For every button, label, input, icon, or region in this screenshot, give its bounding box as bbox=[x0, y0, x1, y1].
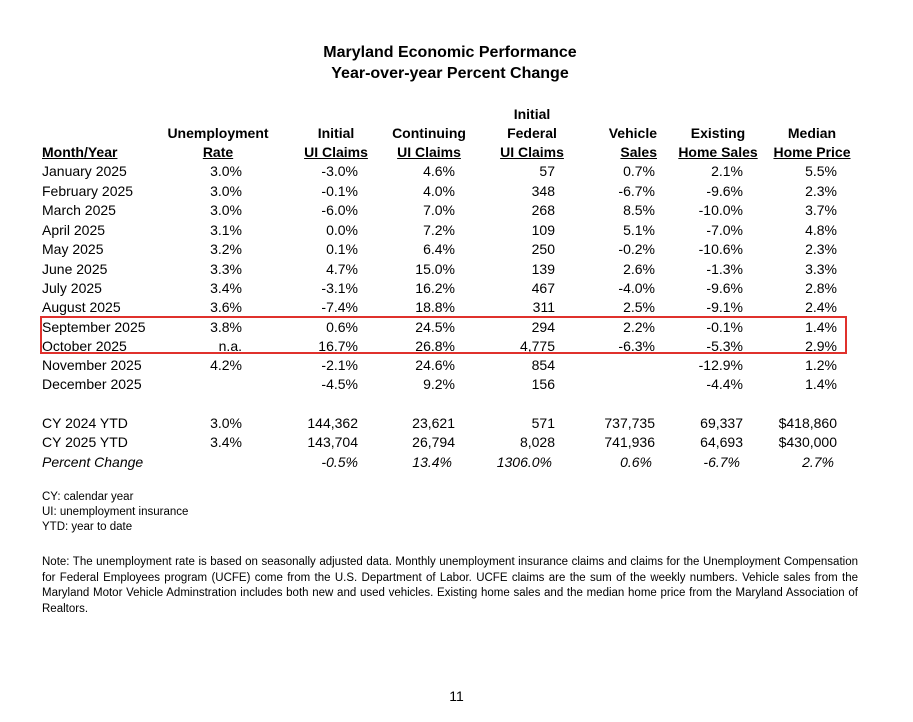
cell-federal-claims: 467 bbox=[531, 280, 555, 296]
cell-federal-claims: 139 bbox=[531, 260, 555, 277]
table-row bbox=[0, 414, 913, 433]
cell-home-price: 5.5% bbox=[805, 163, 837, 179]
cell-home-sales: -0.1% bbox=[706, 318, 743, 335]
header-continuing: Continuing bbox=[392, 125, 466, 141]
cell-home-sales: 2.1% bbox=[711, 163, 743, 179]
cell-vehicle-sales: -6.7% bbox=[618, 182, 655, 199]
cell-continuing-claims: 7.0% bbox=[423, 202, 455, 218]
header-federal: Federal bbox=[507, 125, 557, 141]
cell-home-sales: -6.7% bbox=[703, 454, 740, 470]
cell-home-sales: -4.4% bbox=[706, 376, 743, 392]
cell-unemployment: 3.6% bbox=[210, 299, 242, 315]
cell-unemployment: 3.0% bbox=[210, 182, 242, 199]
cell-federal-claims: 250 bbox=[531, 241, 555, 257]
cell-federal-claims: 1306.0% bbox=[496, 454, 552, 470]
header-initial: Initial bbox=[317, 125, 355, 141]
cell-home-sales: -9.6% bbox=[706, 280, 743, 296]
cell-vehicle-sales: 2.2% bbox=[623, 318, 655, 335]
cell-unemployment: 3.0% bbox=[210, 202, 242, 218]
cell-federal-claims: 268 bbox=[531, 202, 555, 218]
cell-continuing-claims: 4.6% bbox=[423, 163, 455, 179]
cell-month: July 2025 bbox=[42, 280, 102, 296]
cell-vehicle-sales: -4.0% bbox=[618, 280, 655, 296]
cell-continuing-claims: 24.5% bbox=[415, 318, 455, 335]
cell-home-sales: -9.6% bbox=[706, 182, 743, 199]
table-row bbox=[0, 298, 913, 317]
abbreviation-cy: CY: calendar year bbox=[42, 491, 134, 503]
header-existing-home-sales: Home Sales bbox=[678, 144, 758, 160]
cell-continuing-claims: 16.2% bbox=[415, 280, 455, 296]
cell-unemployment: 3.4% bbox=[210, 434, 242, 450]
cell-initial-claims: -2.1% bbox=[321, 357, 358, 373]
cell-home-price: 2.7% bbox=[802, 454, 834, 470]
cell-unemployment: 3.8% bbox=[210, 318, 242, 335]
cell-unemployment: 3.1% bbox=[210, 221, 242, 238]
cell-month: January 2025 bbox=[42, 163, 127, 179]
cell-initial-claims: -6.0% bbox=[321, 202, 358, 218]
header-federal-ui-claims: UI Claims bbox=[500, 144, 564, 160]
table-row bbox=[0, 356, 913, 375]
cell-continuing-claims: 13.4% bbox=[412, 454, 452, 470]
cell-month: October 2025 bbox=[42, 338, 127, 354]
cell-initial-claims: -3.1% bbox=[321, 280, 358, 296]
cell-vehicle-sales: 741,936 bbox=[604, 434, 655, 450]
cell-home-sales: 64,693 bbox=[700, 434, 743, 450]
cell-continuing-claims: 15.0% bbox=[415, 260, 455, 277]
cell-unemployment: 3.0% bbox=[210, 163, 242, 179]
cell-continuing-claims: 4.0% bbox=[423, 182, 455, 199]
cell-unemployment: 3.2% bbox=[210, 241, 242, 257]
abbreviation-ytd: YTD: year to date bbox=[42, 521, 133, 533]
cell-federal-claims: 57 bbox=[539, 163, 555, 179]
cell-home-price: 3.3% bbox=[805, 260, 837, 277]
header-fed-initial: Initial bbox=[513, 106, 551, 122]
table-row bbox=[0, 182, 913, 201]
cell-continuing-claims: 6.4% bbox=[423, 241, 455, 257]
cell-home-sales: -7.0% bbox=[706, 221, 743, 238]
cell-federal-claims: 4,775 bbox=[519, 338, 555, 354]
header-month: Month/Year bbox=[42, 144, 118, 160]
cell-unemployment: n.a. bbox=[218, 338, 242, 354]
table-row bbox=[0, 375, 913, 394]
cell-home-sales: 69,337 bbox=[700, 415, 743, 431]
cell-federal-claims: 294 bbox=[531, 318, 555, 335]
cell-continuing-claims: 7.2% bbox=[423, 221, 455, 238]
table-row bbox=[0, 433, 913, 452]
cell-federal-claims: 348 bbox=[531, 182, 555, 199]
cell-home-sales: -10.0% bbox=[698, 202, 743, 218]
cell-vehicle-sales: 5.1% bbox=[623, 221, 655, 238]
cell-month: February 2025 bbox=[42, 182, 134, 199]
cell-federal-claims: 109 bbox=[531, 221, 555, 238]
cell-home-sales: -9.1% bbox=[706, 299, 743, 315]
table-row-percent-change bbox=[0, 453, 913, 472]
cell-federal-claims: 571 bbox=[531, 415, 555, 431]
cell-vehicle-sales: 0.6% bbox=[620, 454, 652, 470]
cell-continuing-claims: 26,794 bbox=[412, 434, 455, 450]
cell-initial-claims: 0.6% bbox=[326, 318, 358, 335]
page-number: 11 bbox=[449, 688, 464, 704]
cell-home-price: 1.4% bbox=[805, 318, 837, 335]
cell-initial-claims: 16.7% bbox=[318, 338, 358, 354]
cell-unemployment: 3.3% bbox=[210, 260, 242, 277]
cell-federal-claims: 156 bbox=[531, 376, 555, 392]
cell-month: CY 2025 YTD bbox=[42, 434, 128, 450]
page-title: Maryland Economic Performance bbox=[323, 44, 577, 61]
cell-month: September 2025 bbox=[42, 318, 146, 335]
cell-vehicle-sales: 2.5% bbox=[623, 299, 655, 315]
header-existing: Existing bbox=[690, 125, 746, 141]
page-subtitle: Year-over-year Percent Change bbox=[331, 65, 569, 82]
cell-month: CY 2024 YTD bbox=[42, 415, 128, 431]
cell-month: August 2025 bbox=[42, 299, 121, 315]
table-row bbox=[0, 162, 913, 181]
cell-home-sales: -10.6% bbox=[698, 241, 743, 257]
header-continuing-ui-claims: UI Claims bbox=[397, 144, 461, 160]
cell-vehicle-sales: 2.6% bbox=[623, 260, 655, 277]
cell-initial-claims: 0.1% bbox=[326, 241, 358, 257]
cell-vehicle-sales: 737,735 bbox=[604, 415, 655, 431]
cell-initial-claims: 144,362 bbox=[307, 415, 358, 431]
cell-home-price: 2.8% bbox=[805, 280, 837, 296]
cell-unemployment: 3.0% bbox=[210, 415, 242, 431]
cell-home-price: 2.4% bbox=[805, 299, 837, 315]
cell-initial-claims: 4.7% bbox=[326, 260, 358, 277]
cell-vehicle-sales: -0.2% bbox=[618, 241, 655, 257]
cell-month: March 2025 bbox=[42, 202, 116, 218]
cell-continuing-claims: 24.6% bbox=[415, 357, 455, 373]
table-row bbox=[0, 221, 913, 240]
cell-home-price: 2.9% bbox=[805, 338, 837, 354]
footnote: Note: The unemployment rate is based on seasonally adjusted data. Monthly unemployment insurance claims and claims for the Unemployment Compensation for Federal Employees program (UCFE) come from the U.S. Department of Labor. UCFE claims are the sum of the weekly numbers. Vehicle sales from the Maryland Motor Vehicle Adminstration includes both new and used vehicles. Existing home sales and the median home price from the Maryland Association of Realtors. bbox=[42, 556, 858, 615]
cell-home-price: 3.7% bbox=[805, 202, 837, 218]
header-unemployment: Unemployment bbox=[167, 125, 269, 141]
cell-month: June 2025 bbox=[42, 260, 108, 277]
cell-home-sales: -5.3% bbox=[706, 338, 743, 354]
cell-initial-claims: -3.0% bbox=[321, 163, 358, 179]
cell-home-price: $418,860 bbox=[778, 415, 837, 431]
cell-vehicle-sales: 8.5% bbox=[623, 202, 655, 218]
table-row bbox=[0, 279, 913, 298]
cell-continuing-claims: 26.8% bbox=[415, 338, 455, 354]
table-row bbox=[0, 240, 913, 259]
cell-home-sales: -1.3% bbox=[706, 260, 743, 277]
highlight-box bbox=[40, 316, 847, 354]
cell-home-price: 2.3% bbox=[805, 241, 837, 257]
cell-unemployment: 3.4% bbox=[210, 280, 242, 296]
table-row bbox=[0, 201, 913, 220]
cell-home-price: 1.2% bbox=[805, 357, 837, 373]
cell-continuing-claims: 23,621 bbox=[412, 415, 455, 431]
cell-initial-claims: -7.4% bbox=[321, 299, 358, 315]
table-row bbox=[0, 260, 913, 279]
cell-home-sales: -12.9% bbox=[698, 357, 743, 373]
cell-initial-claims: 143,704 bbox=[307, 434, 358, 450]
cell-continuing-claims: 9.2% bbox=[423, 376, 455, 392]
cell-unemployment: 4.2% bbox=[210, 357, 242, 373]
cell-initial-claims: -0.1% bbox=[321, 182, 358, 199]
cell-initial-claims: -0.5% bbox=[321, 454, 358, 470]
header-vehicle: Vehicle bbox=[608, 125, 657, 141]
cell-home-price: $430,000 bbox=[778, 434, 837, 450]
cell-vehicle-sales: 0.7% bbox=[623, 163, 655, 179]
cell-federal-claims: 854 bbox=[531, 357, 555, 373]
cell-initial-claims: 0.0% bbox=[326, 221, 358, 238]
cell-month: May 2025 bbox=[42, 241, 104, 257]
cell-home-price: 2.3% bbox=[805, 182, 837, 199]
abbreviation-ui: UI: unemployment insurance bbox=[42, 506, 189, 518]
cell-continuing-claims: 18.8% bbox=[415, 299, 455, 315]
cell-initial-claims: -4.5% bbox=[321, 376, 358, 392]
header-unemployment-rate: Rate bbox=[202, 144, 234, 160]
cell-home-price: 4.8% bbox=[805, 221, 837, 238]
header-initial-ui-claims: UI Claims bbox=[304, 144, 368, 160]
header-median: Median bbox=[787, 125, 837, 141]
cell-federal-claims: 8,028 bbox=[519, 434, 555, 450]
cell-vehicle-sales: -6.3% bbox=[618, 338, 655, 354]
header-median-home-price: Home Price bbox=[773, 144, 851, 160]
cell-home-price: 1.4% bbox=[805, 376, 837, 392]
cell-month: December 2025 bbox=[42, 376, 142, 392]
header-vehicle-sales: Sales bbox=[620, 144, 657, 160]
cell-federal-claims: 311 bbox=[532, 299, 555, 315]
cell-month: Percent Change bbox=[42, 454, 144, 470]
cell-month: November 2025 bbox=[42, 357, 142, 373]
cell-month: April 2025 bbox=[42, 221, 106, 238]
